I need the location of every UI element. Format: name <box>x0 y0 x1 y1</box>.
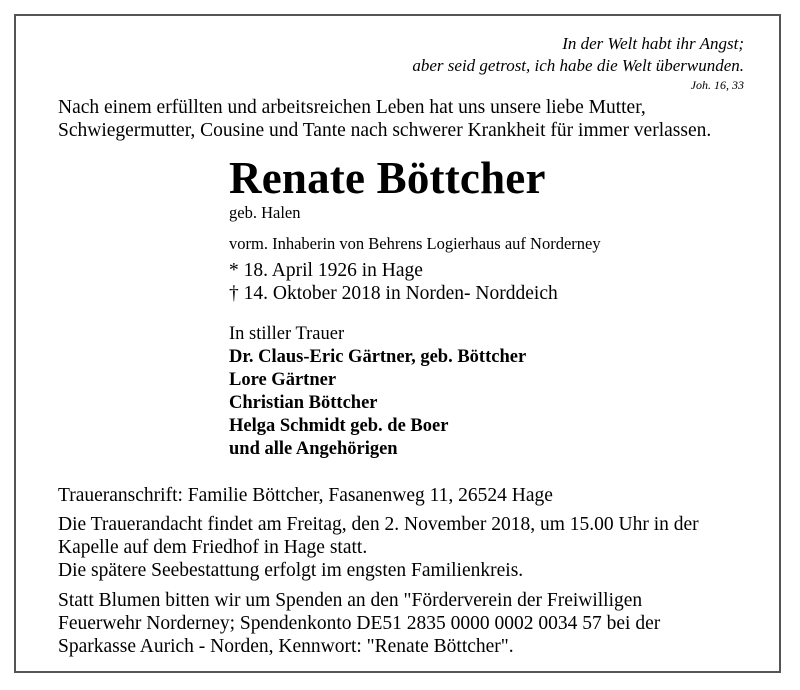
intro-text <box>58 96 711 142</box>
donation-line-2: Feuerwehr Norderney; Spendenkonto DE51 2835 0000 0002 0034 57 bei der <box>58 613 661 634</box>
maiden-name: geb. Halen <box>229 203 301 222</box>
deceased-name: Renate Böttcher <box>229 153 546 203</box>
death-date: † 14. Oktober 2018 in Norden- Norddeich <box>229 283 558 304</box>
mourner-name: Dr. Claus-Eric Gärtner, geb. Böttcher <box>229 347 527 367</box>
donation-line-3: Sparkasse Aurich - Norden, Kennwort: "Renate Böttcher". <box>58 636 514 657</box>
motto-line-2: aber seid getrost, ich habe die Welt überwunden. <box>412 56 744 75</box>
mourner-name: und alle Angehörigen <box>229 439 398 459</box>
mourner-name: Christian Böttcher <box>229 393 378 413</box>
donation-line-1: Statt Blumen bitten wir um Spenden an den "Förderverein der Freiwilligen <box>58 590 643 611</box>
service-line-3: Die spätere Seebestattung erfolgt im engsten Familienkreis. <box>58 560 524 581</box>
mourner-name: Lore Gärtner <box>229 370 337 390</box>
donation-info <box>58 589 660 658</box>
service-info <box>58 513 699 582</box>
service-line-1: Die Trauerandacht findet am Freitag, den 2. November 2018, um 15.00 Uhr in der <box>58 514 699 535</box>
birth-date: * 18. April 1926 in Hage <box>229 260 423 281</box>
motto-line-1: In der Welt habt ihr Angst; <box>562 34 744 53</box>
mourning-heading: In stiller Trauer <box>229 324 345 344</box>
mourners-block <box>229 323 526 461</box>
mourning-address: Traueranschrift: Familie Böttcher, Fasanenweg 11, 26524 Hage <box>58 485 553 506</box>
intro-line-1: Nach einem erfüllten und arbeitsreichen Leben hat uns unsere liebe Mutter, <box>58 97 646 118</box>
service-line-2: Kapelle auf dem Friedhof in Hage statt. <box>58 537 368 558</box>
motto-reference: Joh. 16, 33 <box>690 78 744 92</box>
motto-verse <box>412 33 744 77</box>
mourner-name: Helga Schmidt geb. de Boer <box>229 416 449 436</box>
occupation: vorm. Inhaberin von Behrens Logierhaus auf Norderney <box>229 234 601 253</box>
life-dates <box>229 259 558 305</box>
intro-line-2: Schwiegermutter, Cousine und Tante nach schwerer Krankheit für immer verlassen. <box>58 120 712 141</box>
